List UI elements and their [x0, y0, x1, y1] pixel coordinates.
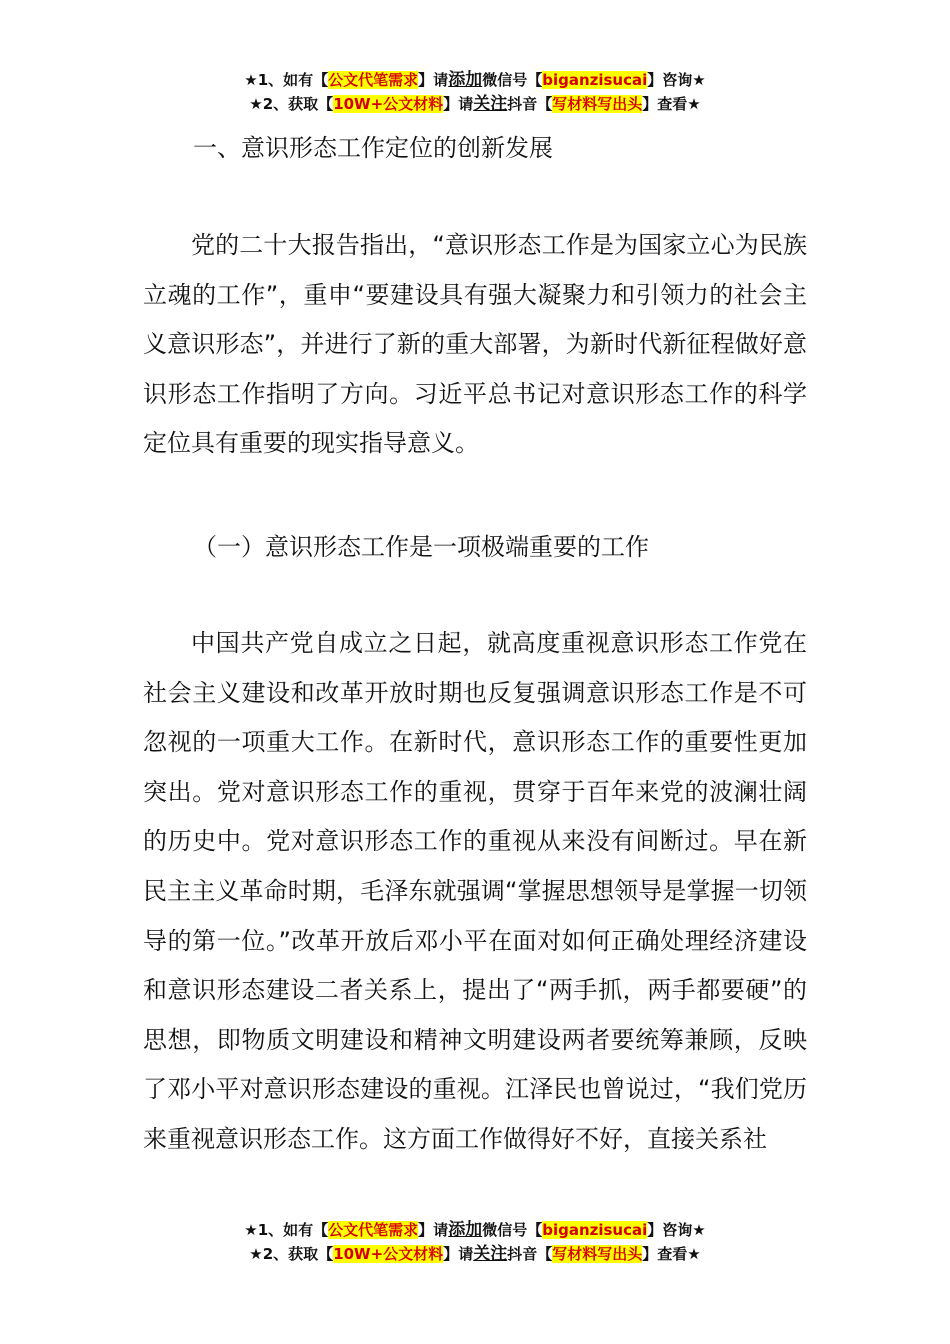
banner-text: 】查看★ [642, 95, 701, 113]
banner-line-2 [0, 1242, 950, 1266]
banner-highlight: biganzisucai [542, 71, 648, 89]
banner-line-1 [0, 1218, 950, 1242]
banner-highlight: biganzisucai [542, 1221, 648, 1239]
banner-highlight: 10W+公文材料 [333, 1245, 444, 1263]
footer-banner [0, 1218, 950, 1266]
banner-text: 】咨询★ [647, 1221, 706, 1239]
banner-underlined: 关注 [473, 94, 508, 114]
section-heading: 一、意识形态工作定位的创新发展 [193, 134, 553, 162]
banner-text: 】请 [418, 71, 449, 89]
banner-text: 】请 [443, 95, 474, 113]
banner-line-2 [0, 92, 950, 116]
banner-text: ★1、如有【 [244, 1221, 329, 1239]
banner-text: 微信号【 [482, 1221, 543, 1239]
banner-highlight: 公文代笔需求 [328, 71, 419, 89]
banner-text: ★2、获取【 [249, 95, 334, 113]
body-paragraph: 党的二十大报告指出，“意识形态工作是为国家立心为民族立魂的工作”，重申“要建设具有强大凝聚力和引领力的社会主义意识形态”，并进行了新的重大部署，为新时代新征程做好意识形态工作指明了方向。习近平总书记对意识形态工作的科学定位具有重要的现实指导意义。 [143, 231, 807, 458]
banner-text: ★1、如有【 [244, 71, 329, 89]
banner-text: 】查看★ [642, 1245, 701, 1263]
banner-text: 微信号【 [482, 71, 543, 89]
banner-text: 抖音【 [507, 95, 553, 113]
banner-text: 】请 [418, 1221, 449, 1239]
banner-highlight: 10W+公文材料 [333, 95, 444, 113]
banner-line-1 [0, 68, 950, 92]
banner-highlight: 公文代笔需求 [328, 1221, 419, 1239]
header-banner [0, 68, 950, 116]
banner-underlined: 添加 [448, 1220, 483, 1240]
banner-underlined: 关注 [473, 1244, 508, 1264]
banner-highlight: 写材料写出头 [552, 1245, 643, 1263]
banner-highlight: 写材料写出头 [552, 95, 643, 113]
banner-text: 】咨询★ [647, 71, 706, 89]
banner-text: 抖音【 [507, 1245, 553, 1263]
banner-text: 】请 [443, 1245, 474, 1263]
body-paragraph: 中国共产党自成立之日起，就高度重视意识形态工作党在社会主义建设和改革开放时期也反复强调意识形态工作是不可忽视的一项重大工作。在新时代，意识形态工作的重要性更加突出。党对意识形态工作的重视，贯穿于百年来党的波澜壮阔的历史中。党对意识形态工作的重视从来没有间断过。早在新民主主义革命时期，毛泽东就强调“掌握思想领导是掌握一切领导的第一位。”改革开放后邓小平在面对如何正确处理经济建设和意识形态建设二者关系上，提出了“两手抓，两手都要硬”的思想，即物质文明建设和精神文明建设两者要统筹兼顾，反映了邓小平对意识形态建设的重视。江泽民也曾说过，“我们党历来重视意识形态工作。这方面工作做得好不好，直接关系社 [143, 629, 807, 1153]
subsection-heading: （一）意识形态工作是一项极端重要的工作 [193, 533, 649, 561]
banner-underlined: 添加 [448, 70, 483, 90]
banner-text: ★2、获取【 [249, 1245, 334, 1263]
